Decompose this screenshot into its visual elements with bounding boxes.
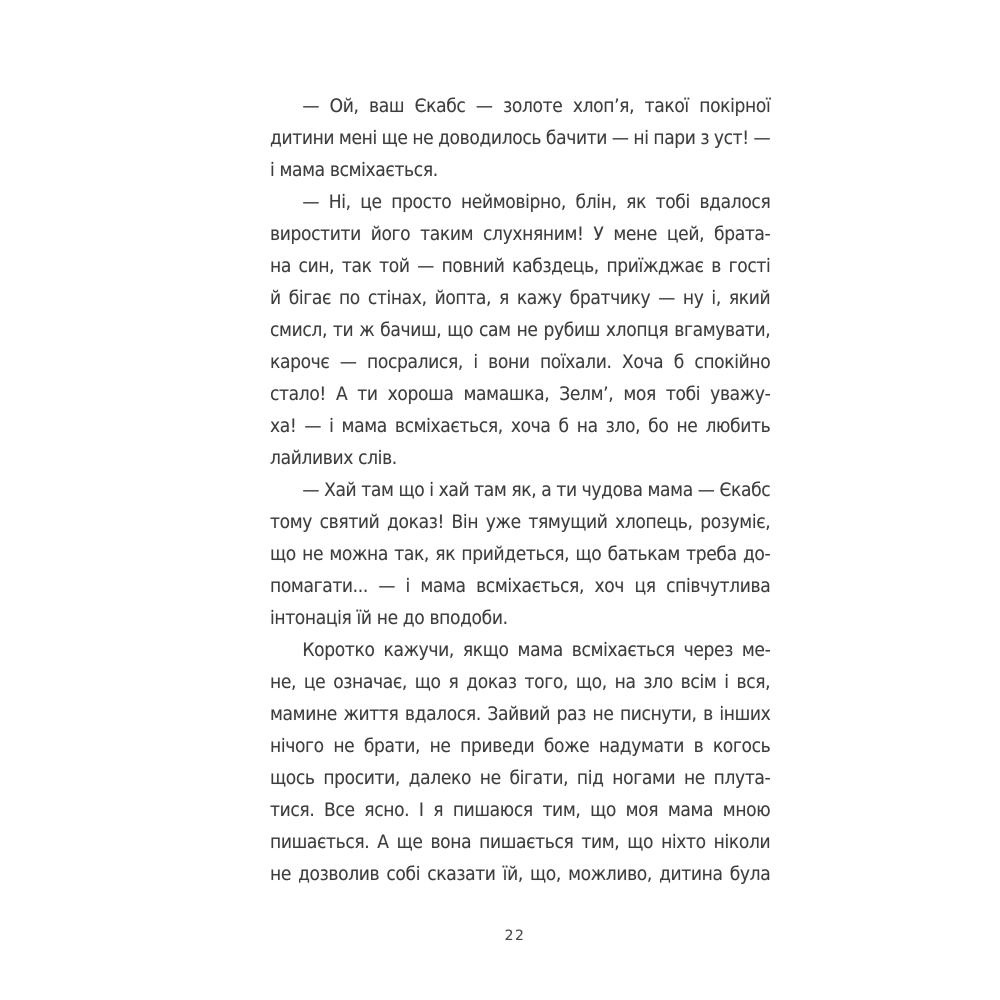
text-line: виростити його таким слухняним! У мене цей, брата-	[270, 223, 771, 245]
text-line: щось просити, далеко не бігати, під ногами не плута-	[270, 767, 771, 789]
text-line: — Хай там що і хай там як, а ти чудова мама — Єкабс	[302, 479, 771, 501]
text-line: стало! А ти хороша мамашка, Зелм’, моя тобі уважу-	[270, 383, 771, 405]
text-line: пишається. А ще вона пишається тим, що ніхто ніколи	[270, 831, 771, 853]
text-line: на син, так той — повний кабздець, приїжджає в гості	[270, 255, 771, 277]
text-line: тися. Все ясно. І я пишаюся тим, що моя мама мною	[270, 799, 771, 821]
text-line: — Ой, ваш Єкабс — золоте хлоп’я, такої покірної	[302, 95, 771, 117]
text-line: лайливих слів.	[270, 447, 397, 469]
text-line: дитини мені ще не доводилось бачити — ні пари з уст! —	[270, 127, 771, 149]
text-line: Коротко кажучи, якщо мама всміхається через ме-	[302, 639, 771, 661]
text-line: інтонація їй не до вподоби.	[270, 607, 508, 629]
text-line: смисл, ти ж бачиш, що сам не рубиш хлопця вгамувати,	[270, 319, 771, 341]
paragraph	[270, 90, 770, 186]
text-line: й бігає по стінах, йопта, я кажу братчику — ну і, який	[270, 287, 771, 309]
text-line: що не можна так, як прийдеться, що батькам треба до-	[270, 543, 771, 565]
text-line: і мама всміхається.	[270, 159, 438, 181]
text-line: карочє — посралися, і вони поїхали. Хоча б спокійно	[270, 351, 771, 373]
text-line: — Ні, це просто неймовірно, блін, як тобі вдалося	[302, 191, 771, 213]
text-line: тому святий доказ! Він уже тямущий хлопець, розуміє,	[270, 511, 771, 533]
text-line: мамине життя вдалося. Зайвий раз не писнути, в інших	[270, 703, 771, 725]
text-line: нічого не брати, не приведи боже надумати в когось	[270, 735, 771, 757]
page-text	[270, 90, 770, 890]
paragraph	[270, 186, 770, 474]
text-line: не дозволив собі сказати їй, що, можливо, дитина була	[270, 863, 771, 885]
text-line: не, це означає, що я доказ того, що, на зло всім і вся,	[270, 671, 771, 693]
text-line: помагати... — і мама всміхається, хоч ця співчутлива	[270, 575, 771, 597]
paragraph	[270, 634, 770, 890]
paragraph	[270, 474, 770, 634]
page-number: 22	[504, 928, 526, 944]
text-line: ха! — і мама всміхається, хоча б на зло, бо не любить	[270, 415, 771, 437]
